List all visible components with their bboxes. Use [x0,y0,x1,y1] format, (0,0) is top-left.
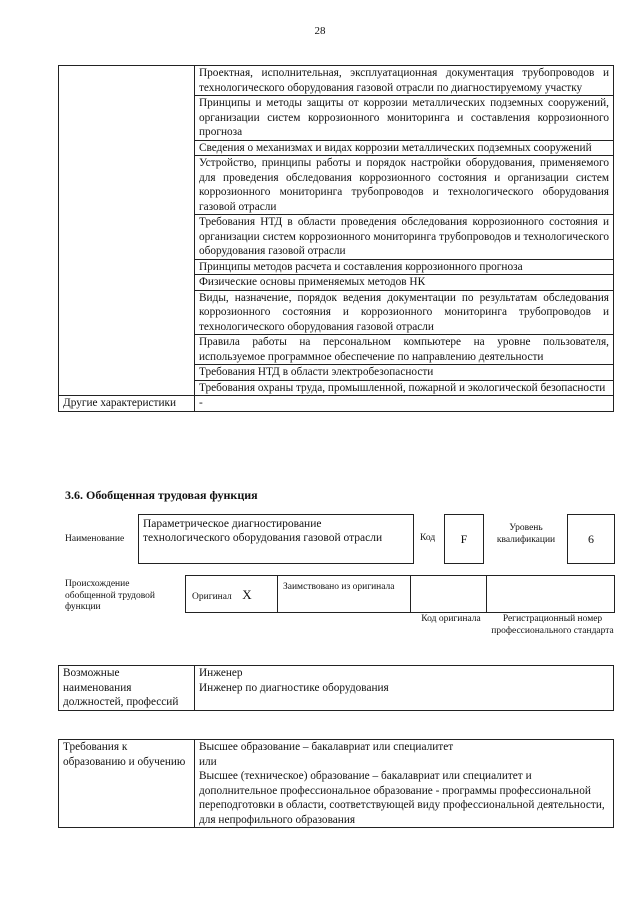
education-line: или [199,755,217,768]
education-label: Требования к образованию и обучению [59,740,195,828]
borrowed-label: Заимствовано из оригинала [283,582,395,592]
reg-number-label: Регистрационный номер профессионального стандарта [491,614,614,636]
origin-label: Происхождение обобщенной трудовой функции [65,579,155,612]
other-characteristics-label: Другие характеристики [59,396,195,412]
knowledge-item: Проектная, исполнительная, эксплуатационная документация трубопроводов и технологического оборудования газовой отрасли по диагностируемому участку [195,66,614,96]
positions-table [58,665,614,711]
level-box [567,514,615,564]
other-characteristics-row [59,396,614,412]
knowledge-item: Принципы и методы защиты от коррозии металлических подземных сооружений, организации систем коррозионного мониторинга и составления коррозионного прогноза [195,96,614,141]
section-title: 3.6. Обобщенная трудовая функция [65,488,258,502]
origin-box [185,575,615,613]
borrowed-cell [278,576,411,612]
original-mark: X [242,587,252,602]
positions-label: Возможные наименования должностей, профессий [59,666,195,711]
reg-number-cell [487,576,614,612]
name-label: Наименование [65,534,125,544]
page-number: 28 [314,25,326,37]
position-item: Инженер [199,667,243,679]
education-row [59,740,614,828]
knowledge-item: Принципы методов расчета и составления коррозионного прогноза [195,259,614,275]
knowledge-item: Устройство, принципы работы и порядок настройки оборудования, применяемого для проведения обследования коррозионного состояния и организации систем коррозионного мониторинга трубопроводов и технологического оборудования газовой отрасли [195,156,614,215]
knowledge-item: Сведения о механизмах и видах коррозии металлических подземных сооружений [195,140,614,156]
level-label: Уровень квалификации [496,523,556,545]
knowledge-item: Требования охраны труда, промышленной, пожарной и экологической безопасности [195,380,614,396]
code-original-cell [411,576,487,612]
original-label: Оригинал [192,592,232,602]
code-box [444,514,484,564]
knowledge-row [59,66,614,96]
education-line: Высшее образование – бакалавриат или специалитет [199,741,454,753]
knowledge-item: Требования НТД в области проведения обследования коррозионного состояния и организации систем коррозионного мониторинга трубопроводов и технологического оборудования газовой отрасли [195,215,614,260]
original-cell [186,576,278,612]
education-table [58,739,614,828]
knowledge-item: Требования НТД в области электробезопасности [195,365,614,381]
knowledge-table [58,65,614,412]
level-value: 6 [588,532,594,546]
knowledge-item: Правила работы на персональном компьютере на уровне пользователя, используемое программное обеспечение по направлению деятельности [195,335,614,365]
function-name-value: Параметрическое диагностирование технологического оборудования газовой отрасли [143,518,383,544]
education-values [195,740,614,828]
positions-row [59,666,614,711]
code-value: F [460,532,468,546]
knowledge-item: Виды, назначение, порядок ведения документации по результатам обследования коррозионного состояния и коррозионного мониторинга трубопроводов и технологического оборудования газовой отрасли [195,290,614,335]
knowledge-label-cell [59,66,195,396]
position-item: Инженер по диагностике оборудования [199,681,389,694]
positions-values [195,666,614,711]
other-characteristics-value: - [195,396,614,412]
knowledge-item: Физические основы применяемых методов НК [195,275,614,291]
code-label: Код [420,533,436,543]
education-line: Высшее (техническое) образование – бакалавриат или специалитет и дополнительное профессиональное образование - программы профессиональной переподготовки в области, соответствующей виду профессиональной деятельности, для непрофильного образования [199,770,605,826]
code-original-label: Код оригинала [421,614,481,624]
function-name-box [138,514,414,564]
